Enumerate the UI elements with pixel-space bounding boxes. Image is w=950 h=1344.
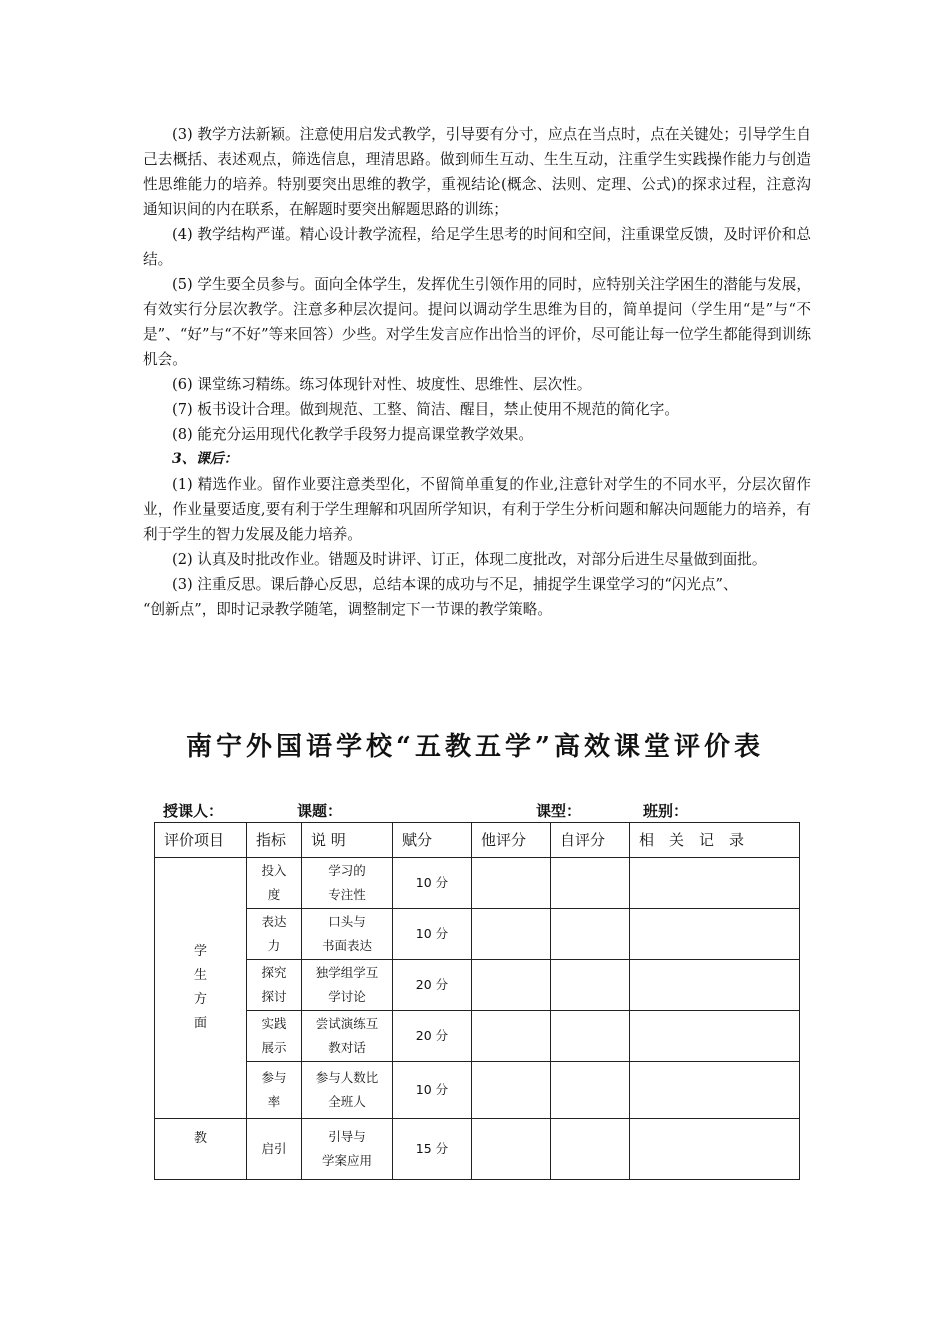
score-cell: 15 分	[393, 1119, 472, 1180]
table-header: 评价项目	[155, 823, 247, 858]
indicator-line: 实践	[261, 1016, 287, 1031]
section-heading-after-class: 3、课后：	[172, 451, 238, 467]
description-line: 全班人	[328, 1094, 366, 1109]
teacher-group-cell: 教	[155, 1119, 247, 1180]
body-text	[143, 122, 811, 622]
self-score-cell[interactable]	[551, 960, 630, 1011]
peer-score-cell[interactable]	[472, 960, 551, 1011]
self-score-cell[interactable]	[551, 1011, 630, 1062]
self-score-cell[interactable]	[551, 1119, 630, 1180]
peer-score-cell[interactable]	[472, 1119, 551, 1180]
paragraph-teaching-structure: (4) 教学结构严谨。精心设计教学流程，给足学生思考的时间和空间，注重课堂反馈，及时评价和总结。	[143, 226, 811, 268]
indicator-cell	[247, 858, 302, 909]
table-header: 自评分	[551, 823, 630, 858]
table-header: 他评分	[472, 823, 551, 858]
table-header: 指标	[247, 823, 302, 858]
teacher-label: 授课人：	[163, 802, 224, 820]
notes-cell[interactable]	[630, 858, 800, 909]
paragraph-practice: (6) 课堂练习精练。练习体现针对性、坡度性、思维性、层次性。	[172, 376, 592, 393]
paragraph-reflection-tail: “创新点”，即时记录教学随笔，调整制定下一节课的教学策略。	[143, 601, 552, 618]
notes-cell[interactable]	[630, 1062, 800, 1119]
indicator-line: 探讨	[261, 989, 287, 1004]
self-score-cell[interactable]	[551, 1062, 630, 1119]
indicator-cell: 启引	[247, 1119, 302, 1180]
score-cell: 10 分	[393, 909, 472, 960]
lesson-type-label: 课型：	[536, 802, 582, 820]
description-line: 学习的	[328, 863, 366, 878]
paragraph-homework: (1) 精选作业。留作业要注意类型化，不留简单重复的作业,注意针对学生的不同水平，分层次留作业，作业量要适度,要有利于学生理解和巩固所学知识，有利于学生分析问题和解决问题能力的培养，有利于学生的智力发展及能力培养。	[143, 476, 811, 543]
indicator-cell	[247, 1011, 302, 1062]
paragraph-reflection: (3) 注重反思。课后静心反思，总结本课的成功与不足，捕捉学生课堂学习的“闪光点”、	[172, 576, 738, 593]
indicator-cell	[247, 909, 302, 960]
score-cell: 20 分	[393, 1011, 472, 1062]
indicator-line: 度	[267, 887, 281, 902]
table-header: 说 明	[302, 823, 393, 858]
peer-score-cell[interactable]	[472, 1011, 551, 1062]
table-row	[155, 960, 800, 1011]
table-row	[155, 858, 800, 909]
description-line: 参与人数比	[315, 1070, 379, 1085]
group-char: 面	[193, 1016, 207, 1031]
description-cell	[302, 1119, 393, 1180]
description-line: 书面表达	[321, 938, 372, 953]
description-line: 学案应用	[321, 1153, 372, 1168]
class-label: 班别：	[643, 802, 689, 820]
table-row	[155, 1062, 800, 1119]
indicator-line: 表达	[261, 914, 287, 929]
description-line: 独学组学互	[315, 965, 379, 980]
indicator-line: 投入	[261, 863, 287, 878]
score-cell: 20 分	[393, 960, 472, 1011]
notes-cell[interactable]	[630, 1011, 800, 1062]
table-row	[155, 1011, 800, 1062]
table-row	[155, 1119, 800, 1180]
description-cell	[302, 1011, 393, 1062]
paragraph-modern-tools: (8) 能充分运用现代化教学手段努力提高课堂教学效果。	[172, 426, 533, 443]
indicator-line: 展示	[261, 1040, 287, 1055]
description-cell	[302, 909, 393, 960]
form-title: 南宁外国语学校“五教五学”高效课堂评价表	[186, 732, 764, 762]
topic-label: 课题：	[297, 802, 343, 820]
description-cell	[302, 858, 393, 909]
indicator-line: 力	[267, 938, 281, 953]
peer-score-cell[interactable]	[472, 909, 551, 960]
indicator-line: 率	[267, 1094, 281, 1109]
student-group-cell	[155, 858, 247, 1119]
paragraph-student-participation: (5) 学生要全员参与。面向全体学生，发挥优生引领作用的同时，应特别关注学困生的潜能与发展，有效实行分层次教学。注意多种层次提问。提问以调动学生思维为目的，简单提问（学生用“是”与“不是”、“好”与“不好”等来回答）少些。对学生发言应作出恰当的评价，尽可能让每一位学生都能得到训练机会。	[143, 276, 811, 368]
table-header: 相 关 记 录	[630, 823, 800, 858]
description-cell	[302, 1062, 393, 1119]
description-line: 引导与	[328, 1129, 366, 1144]
peer-score-cell[interactable]	[472, 858, 551, 909]
table-header: 赋分	[393, 823, 472, 858]
group-char: 学	[193, 944, 207, 959]
paragraph-blackboard: (7) 板书设计合理。做到规范、工整、简洁、醒目，禁止使用不规范的简化字。	[172, 401, 679, 418]
description-line: 教对话	[328, 1040, 366, 1055]
group-char: 生	[193, 968, 207, 983]
score-cell: 10 分	[393, 858, 472, 909]
description-line: 学讨论	[328, 989, 366, 1004]
description-line: 专注性	[328, 887, 366, 902]
evaluation-table	[154, 822, 800, 1180]
description-line: 口头与	[328, 914, 366, 929]
score-cell: 10 分	[393, 1062, 472, 1119]
notes-cell[interactable]	[630, 1119, 800, 1180]
description-cell	[302, 960, 393, 1011]
self-score-cell[interactable]	[551, 909, 630, 960]
self-score-cell[interactable]	[551, 858, 630, 909]
table-header-row	[155, 823, 800, 858]
form-meta-row	[163, 800, 803, 822]
description-line: 尝试演练互	[315, 1016, 379, 1031]
paragraph-teaching-method: (3) 教学方法新颖。注意使用启发式教学，引导要有分寸，应点在当点时，点在关键处；引导学生自己去概括、表述观点，筛选信息，理清思路。做到师生互动、生生互动，注重学生实践操作能力与创造性思维能力的培养。特别要突出思维的教学，重视结论(概念、法则、定理、公式)的探求过程，注意沟通知识间的内在联系，在解题时要突出解题思路的训练；	[143, 126, 811, 218]
indicator-line: 探究	[261, 965, 287, 980]
indicator-cell	[247, 1062, 302, 1119]
indicator-cell	[247, 960, 302, 1011]
notes-cell[interactable]	[630, 909, 800, 960]
paragraph-grading: (2) 认真及时批改作业。错题及时讲评、订正，体现二度批改，对部分后进生尽量做到面批。	[172, 551, 767, 568]
notes-cell[interactable]	[630, 960, 800, 1011]
indicator-line: 参与	[261, 1070, 287, 1085]
group-char: 方	[193, 992, 207, 1007]
peer-score-cell[interactable]	[472, 1062, 551, 1119]
table-row	[155, 909, 800, 960]
